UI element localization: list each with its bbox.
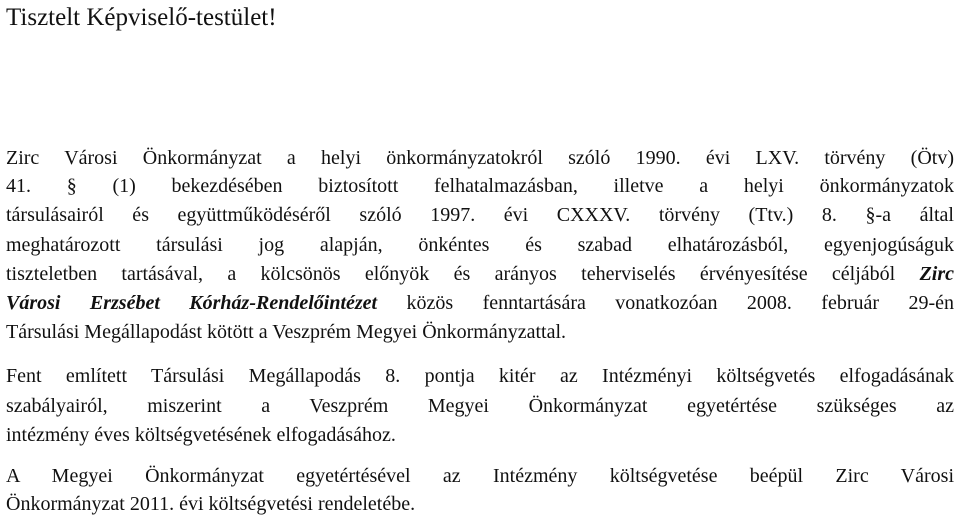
text-line: Zirc Városi Önkormányzat a helyi önkormányzatokról szóló 1990. évi LXV. törvény (Ötv) — [6, 147, 954, 169]
text-line: meghatározott társulási jog alapján, önkéntes és szabad elhatározásból, egyenjogúságuk — [6, 234, 954, 256]
emphasized-institution-name: Városi Erzsébet Kórház-Rendelőintézet — [6, 292, 378, 314]
text-line: társulásairól és együttműködéséről szóló 1997. évi CXXXV. törvény (Ttv.) 8. §-a által — [6, 204, 954, 226]
text-line — [6, 260, 954, 288]
text-line: Fent említett Társulási Megállapodás 8. pontja kitér az Intézményi költségvetés elfogadásának — [6, 365, 954, 387]
text-line: A Megyei Önkormányzat egyetértésével az Intézmény költségvetése beépül Zirc Városi — [6, 465, 954, 487]
emphasized-institution-name: Zirc — [919, 263, 954, 285]
text-line: szabályairól, miszerint a Veszprém Megyei Önkormányzat egyetértése szükséges az — [6, 395, 954, 417]
text-run: tiszteletben tartásával, a kölcsönös előnyök és arányos teherviselés érvényesítése céljából — [6, 263, 920, 285]
text-run: közös fenntartására vonatkozóan 2008. február 29-én — [377, 292, 954, 314]
text-line: 41. § (1) bekezdésében biztosított felhatalmazásban, illetve a helyi önkormányzatok — [6, 175, 954, 197]
text-line — [6, 289, 954, 317]
text-line: Társulási Megállapodást kötött a Veszprém Megyei Önkormányzattal. — [6, 321, 567, 343]
document-page — [6, 0, 954, 520]
text-line: Önkormányzat 2011. évi költségvetési rendeletébe. — [6, 493, 416, 515]
text-line: intézmény éves költségvetésének elfogadásához. — [6, 424, 396, 446]
document-title: Tisztelt Képviselő-testület! — [6, 4, 277, 31]
